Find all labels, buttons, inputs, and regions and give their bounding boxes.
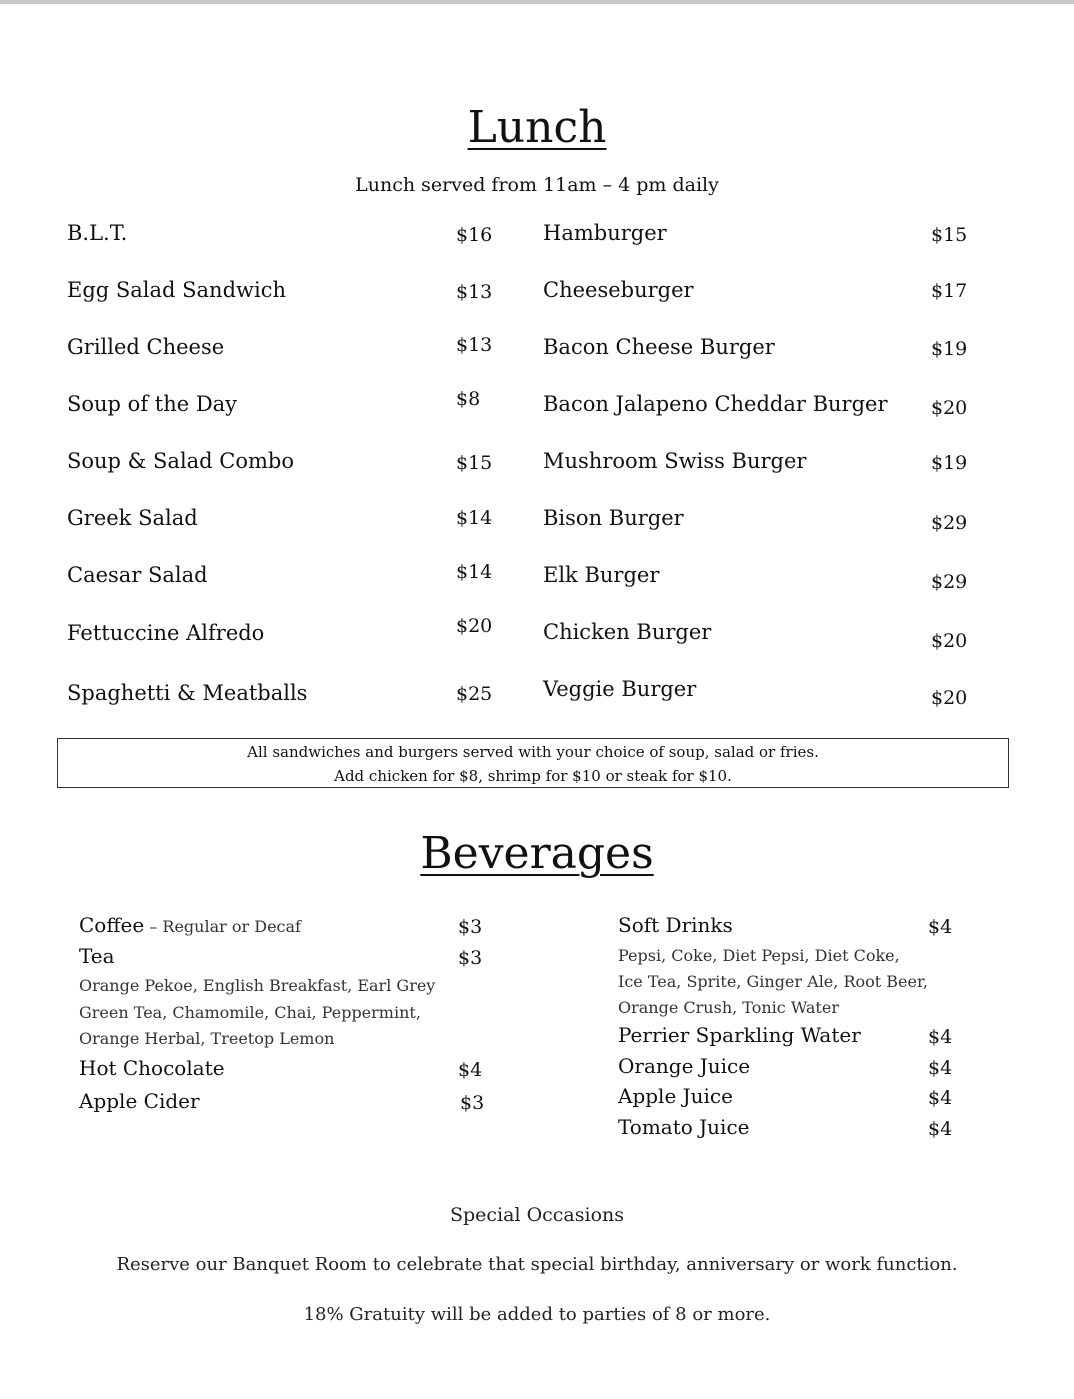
menu-item-name: B.L.T.	[67, 221, 128, 245]
menu-item-price: $25	[456, 683, 493, 705]
menu-item-price: $19	[931, 338, 968, 360]
beverage-name: Apple Juice	[618, 1084, 733, 1108]
menu-item-name: Veggie Burger	[543, 677, 697, 701]
menu-item-name: Bison Burger	[543, 506, 684, 530]
menu-item-name: Bacon Cheese Burger	[543, 335, 775, 359]
menu-item-name: Caesar Salad	[67, 563, 208, 587]
beverage-description: Orange Pekoe, English Breakfast, Earl Grey	[79, 976, 436, 995]
top-border-line	[0, 0, 1074, 4]
beverage-price: $4	[928, 1057, 953, 1079]
menu-item-name: Greek Salad	[67, 506, 198, 530]
menu-item-name: Fettuccine Alfredo	[67, 621, 265, 645]
menu-item-name: Egg Salad Sandwich	[67, 278, 287, 302]
menu-item-price: $15	[931, 224, 968, 246]
beverage-price: $3	[458, 947, 483, 969]
beverage-name: Apple Cider	[79, 1089, 200, 1113]
beverage-name: Tea	[79, 944, 115, 968]
note-line: Add chicken for $8, shrimp for $10 or steak for $10.	[334, 767, 732, 785]
gratuity-text: 18% Gratuity will be added to parties of 8 or more.	[303, 1304, 771, 1325]
menu-item-name: Cheeseburger	[543, 278, 694, 302]
menu-item-price: $29	[931, 512, 968, 534]
menu-item-name: Spaghetti & Meatballs	[67, 681, 308, 705]
menu-item-name: Mushroom Swiss Burger	[543, 449, 807, 473]
lunch-heading: Lunch	[467, 102, 607, 153]
beverage-price: $4	[928, 1026, 953, 1048]
menu-item-price: $13	[456, 281, 493, 303]
beverage-description: Pepsi, Coke, Diet Pepsi, Diet Coke,	[618, 946, 900, 965]
menu-item-price: $20	[931, 397, 968, 419]
beverage-name: Orange Juice	[618, 1054, 751, 1078]
beverage-name: Hot Chocolate	[79, 1056, 225, 1080]
beverage-name: Perrier Sparkling Water	[618, 1023, 861, 1047]
special-occasions-title: Special Occasions	[449, 1204, 625, 1226]
note-line: All sandwiches and burgers served with your choice of soup, salad or fries.	[247, 743, 819, 761]
menu-item-name: Soup of the Day	[67, 392, 238, 416]
beverage-price: $3	[458, 916, 483, 938]
beverage-name: Soft Drinks	[618, 913, 733, 937]
beverage-description: Green Tea, Chamomile, Chai, Peppermint,	[79, 1003, 421, 1022]
menu-item-price: $17	[931, 280, 968, 302]
menu-item-price: $20	[931, 630, 968, 652]
beverage-note: – Regular or Decaf	[149, 917, 301, 936]
menu-item-name: Soup & Salad Combo	[67, 449, 295, 473]
menu-item-price: $16	[456, 224, 493, 246]
banquet-room-text: Reserve our Banquet Room to celebrate that special birthday, anniversary or work function.	[116, 1254, 958, 1275]
beverage-description: Ice Tea, Sprite, Ginger Ale, Root Beer,	[618, 972, 928, 991]
beverage-name: Coffee	[79, 913, 145, 937]
beverage-description: Orange Herbal, Treetop Lemon	[79, 1029, 335, 1048]
menu-item-price: $8	[456, 388, 481, 410]
menu-item-name: Chicken Burger	[543, 620, 712, 644]
menu-item-name: Bacon Jalapeno Cheddar Burger	[543, 392, 888, 416]
beverage-coffee	[79, 913, 301, 937]
menu-item-price: $20	[456, 615, 493, 637]
beverage-price: $4	[928, 1118, 953, 1140]
beverage-price: $3	[460, 1092, 485, 1114]
beverage-name: Tomato Juice	[618, 1115, 750, 1139]
menu-item-price: $13	[456, 334, 493, 356]
menu-item-price: $19	[931, 452, 968, 474]
beverage-price: $4	[928, 1087, 953, 1109]
beverage-price: $4	[928, 916, 953, 938]
menu-item-price: $29	[931, 571, 968, 593]
lunch-hours: Lunch served from 11am – 4 pm daily	[355, 174, 719, 196]
menu-item-price: $14	[456, 507, 493, 529]
menu-item-price: $15	[456, 452, 493, 474]
menu-item-name: Elk Burger	[543, 563, 660, 587]
menu-item-price: $20	[931, 687, 968, 709]
beverage-description: Orange Crush, Tonic Water	[618, 998, 839, 1017]
lunch-note-box	[57, 738, 1009, 788]
menu-item-name: Hamburger	[543, 221, 667, 245]
menu-item-name: Grilled Cheese	[67, 335, 225, 359]
menu-item-price: $14	[456, 561, 493, 583]
beverages-heading: Beverages	[420, 828, 654, 879]
beverage-price: $4	[458, 1059, 483, 1081]
